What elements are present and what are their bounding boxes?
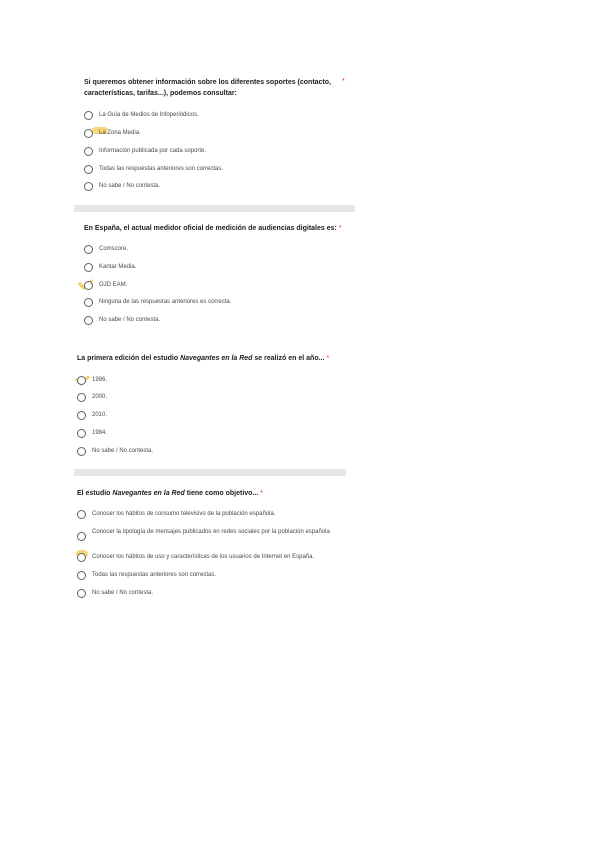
q1-option-3[interactable]	[84, 147, 206, 156]
radio-button[interactable]	[84, 111, 93, 120]
study-name: Navegantes en la Red	[112, 490, 185, 497]
question-4-text-end: tiene como objetivo...	[184, 490, 259, 497]
q2-option-3[interactable]	[84, 281, 127, 290]
required-asterisk: *	[338, 225, 342, 232]
radio-button[interactable]	[84, 165, 93, 174]
q1-option-4[interactable]	[84, 165, 223, 174]
option-label: 2000.	[92, 394, 108, 400]
radio-button[interactable]	[77, 429, 86, 438]
section-divider	[74, 469, 346, 476]
radio-button[interactable]	[77, 532, 86, 541]
radio-button[interactable]	[84, 147, 93, 156]
q1-option-1[interactable]	[84, 111, 199, 120]
option-label: Conocer la tipología de mensajes publicados en redes sociales por la población española	[92, 529, 330, 535]
q3-option-3[interactable]	[77, 411, 107, 420]
q1-option-5[interactable]	[84, 182, 160, 191]
q4-option-1[interactable]	[77, 510, 332, 519]
option-label: Información publicada por cada soporte.	[99, 148, 207, 154]
question-3-text-end: se realizó en el año...	[252, 355, 325, 362]
q3-option-1[interactable]	[77, 376, 107, 385]
option-label: Ninguna de las respuestas anteriores es correcta.	[99, 299, 232, 305]
option-label: OJD EAM.	[99, 282, 128, 288]
question-3-text: La primera edición del estudio	[77, 355, 181, 362]
option-label: Kantar Media.	[99, 264, 137, 270]
option-label: No sabe / No contesta.	[92, 448, 154, 454]
question-4-text: El estudio	[77, 490, 113, 497]
radio-button[interactable]	[77, 393, 86, 402]
question-2-title	[84, 223, 344, 234]
radio-button[interactable]	[84, 182, 93, 191]
section-divider	[74, 205, 355, 212]
option-label: La Zona Media.	[99, 130, 141, 136]
radio-button[interactable]	[77, 411, 86, 420]
q4-option-4[interactable]	[77, 571, 216, 580]
required-asterisk: *	[326, 355, 330, 362]
q2-option-2[interactable]	[84, 263, 136, 272]
q3-option-2[interactable]	[77, 393, 107, 402]
radio-button[interactable]	[77, 571, 86, 580]
question-2-text: En España, el actual medidor oficial de medición de audiencias digitales es:	[84, 225, 337, 232]
required-asterisk: *	[342, 78, 345, 85]
required-asterisk: *	[260, 490, 264, 497]
question-3-title	[77, 353, 347, 364]
option-label: No sabe / No contesta.	[99, 183, 161, 189]
option-label: Conocer los hábitos de uso y características de los usuarios de Internet en España.	[92, 554, 315, 560]
radio-button[interactable]	[84, 281, 93, 290]
radio-button[interactable]	[77, 510, 86, 519]
radio-button[interactable]	[84, 245, 93, 254]
radio-button[interactable]	[84, 129, 93, 138]
option-label: Comscore.	[99, 246, 129, 252]
option-label: Todas las respuestas anteriores son correctas.	[92, 572, 217, 578]
option-label: No sabe / No contesta.	[99, 317, 161, 323]
radio-button[interactable]	[77, 553, 86, 562]
option-label: No sabe / No contesta.	[92, 590, 154, 596]
option-label: Todas las respuestas anteriores son correctas.	[99, 166, 224, 172]
radio-button[interactable]	[77, 447, 86, 456]
option-label: 1984.	[92, 430, 108, 436]
q3-option-5[interactable]	[77, 447, 153, 456]
option-label: La Guía de Medios de Infoperiódicos.	[99, 112, 199, 118]
q4-option-2[interactable]	[77, 528, 337, 541]
question-4-title	[77, 488, 347, 499]
q2-option-5[interactable]	[84, 316, 160, 325]
radio-button[interactable]	[84, 298, 93, 307]
q4-option-3[interactable]	[77, 553, 314, 562]
radio-button[interactable]	[84, 263, 93, 272]
q4-option-5[interactable]	[77, 589, 153, 598]
question-1-text: Si queremos obtener información sobre los diferentes soportes (contacto, características, tarifas...), podemos consultar:	[84, 79, 331, 97]
option-label: Conocer los hábitos de consumo televisivo de la población española.	[92, 511, 276, 517]
question-1-title	[84, 77, 334, 99]
radio-button[interactable]	[77, 589, 86, 598]
radio-button[interactable]	[84, 316, 93, 325]
q2-option-4[interactable]	[84, 298, 231, 307]
radio-button[interactable]	[77, 376, 86, 385]
option-label: 2010.	[92, 412, 108, 418]
option-label: 1996.	[92, 377, 108, 383]
q2-option-1[interactable]	[84, 245, 128, 254]
study-name: Navegantes en la Red	[180, 355, 253, 362]
q3-option-4[interactable]	[77, 429, 107, 438]
